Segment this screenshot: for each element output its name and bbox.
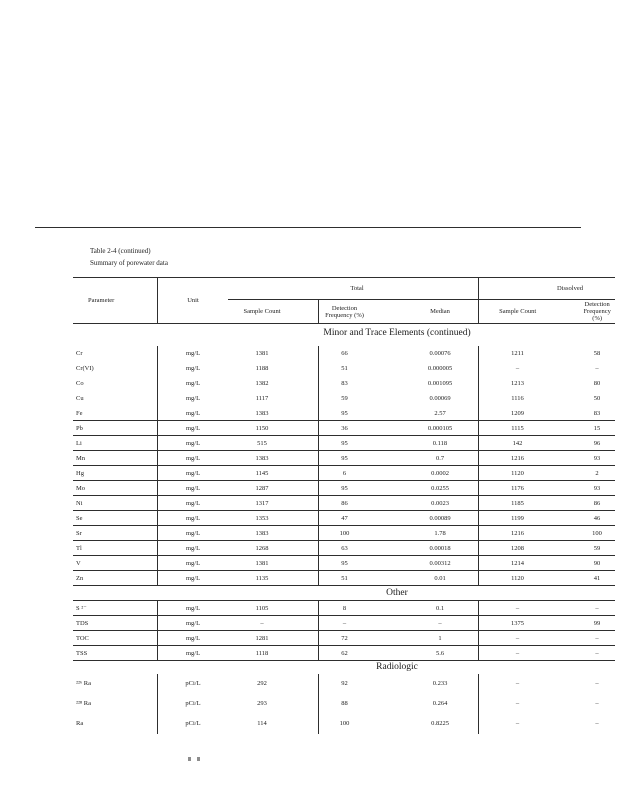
median-cell: 0.00069: [429, 395, 451, 402]
total-detection-frequency-cell: 100: [318, 526, 370, 540]
header-total-detection-frequency: [318, 300, 370, 323]
table-row: [73, 601, 615, 616]
unit-cell: mg/L: [157, 421, 228, 435]
parameter-cell: Mo: [76, 485, 86, 492]
dissolved-sample-count-cell: –: [478, 361, 556, 376]
median-cell: 0.00076: [429, 350, 451, 357]
total-sample-count-cell: 1353: [255, 515, 269, 522]
unit-cell: mg/L: [157, 481, 228, 495]
header-dissolved-subrow: [479, 300, 615, 323]
parameter-cell: ²²⁶ Ra: [76, 680, 92, 687]
table-row: [73, 541, 615, 556]
dissolved-detection-frequency-cell: 2: [595, 470, 599, 477]
dissolved-detection-frequency-cell: 50: [593, 395, 601, 402]
parameter-cell: Pb: [76, 425, 83, 432]
median-cell: 0.8225: [431, 720, 449, 727]
footer-mark: [188, 757, 191, 761]
footer-mark: [197, 757, 200, 761]
dissolved-detection-frequency-cell: –: [595, 365, 599, 372]
dissolved-detection-frequency-cell: –: [595, 720, 599, 727]
dissolved-sample-count-cell: 1214: [478, 556, 556, 570]
header-dissolved-sample-count: [479, 300, 556, 323]
dissolved-sample-count-cell: 1216: [478, 526, 556, 540]
unit-cell: mg/L: [157, 406, 228, 420]
dissolved-sample-count-cell: –: [478, 674, 556, 694]
dissolved-sample-count-cell: –: [478, 714, 556, 734]
header-parameter: Parameter: [88, 297, 115, 304]
median-cell: 0.0255: [431, 485, 449, 492]
table-row: [73, 451, 615, 466]
total-detection-frequency-cell: 95: [318, 406, 370, 420]
unit-cell: mg/L: [157, 376, 228, 391]
unit-cell: mg/L: [157, 511, 228, 525]
table-row: [73, 496, 615, 511]
dissolved-sample-count-cell: 142: [478, 436, 556, 450]
table-row: [73, 391, 615, 406]
total-detection-frequency-cell: 92: [318, 674, 370, 694]
dissolved-sample-count-cell: –: [478, 694, 556, 714]
median-cell: 0.01: [434, 575, 446, 582]
header-group-dissolved: [478, 278, 615, 323]
dissolved-sample-count-cell: –: [478, 646, 556, 660]
total-sample-count-cell: 1317: [255, 500, 269, 507]
total-detection-frequency-cell: 95: [318, 556, 370, 570]
section-title: Minor and Trace Elements (continued): [323, 328, 471, 338]
total-detection-frequency-cell: 86: [318, 496, 370, 510]
total-detection-frequency-cell: 95: [318, 451, 370, 465]
median-cell: 0.0023: [431, 500, 449, 507]
median-cell: 0.0002: [431, 470, 449, 477]
unit-cell: mg/L: [157, 631, 228, 645]
table-row: [73, 674, 615, 694]
dissolved-detection-frequency-cell: 59: [593, 545, 601, 552]
header-total-sample-count-text: Sample Count: [243, 308, 281, 315]
table-row: [73, 436, 615, 451]
dissolved-detection-frequency-cell: 80: [593, 380, 601, 387]
header-dissolved-detection-line1: Detection: [584, 301, 610, 308]
total-sample-count-cell: 1118: [255, 650, 269, 657]
median-cell: –: [438, 620, 442, 627]
total-detection-frequency-cell: 66: [318, 346, 370, 361]
parameter-cell: Li: [76, 440, 82, 447]
median-cell: 0.233: [432, 680, 448, 687]
total-sample-count-cell: 292: [257, 680, 267, 687]
unit-cell: mg/L: [157, 556, 228, 570]
total-detection-frequency-cell: 88: [318, 694, 370, 714]
unit-cell: mg/L: [157, 346, 228, 361]
total-detection-frequency-cell: 51: [318, 571, 370, 585]
table-title: Table 2-4 (continued): [90, 247, 151, 255]
total-detection-frequency-cell: 6: [318, 466, 370, 480]
median-cell: 0.1: [435, 605, 445, 612]
total-detection-frequency-cell: 83: [318, 376, 370, 391]
parameter-cell: Zn: [76, 575, 84, 582]
median-cell: 0.00089: [429, 515, 451, 522]
unit-cell: mg/L: [157, 541, 228, 555]
parameter-cell: S ²⁻: [76, 605, 87, 612]
total-detection-frequency-cell: 95: [318, 481, 370, 495]
table-row: [73, 714, 615, 734]
total-sample-count-cell: 1383: [255, 530, 269, 537]
header-dissolved-detection-frequency: [556, 300, 615, 323]
header-unit: Unit: [157, 278, 228, 323]
median-cell: 0.000105: [427, 425, 453, 432]
parameter-cell: Ni: [76, 500, 83, 507]
median-cell: 1: [438, 635, 442, 642]
unit-cell: pCi/L: [157, 694, 228, 714]
median-cell: 2.57: [434, 410, 446, 417]
unit-cell: mg/L: [157, 451, 228, 465]
dissolved-detection-frequency-cell: –: [595, 680, 599, 687]
dissolved-sample-count-cell: 1213: [478, 376, 556, 391]
dissolved-sample-count-cell: 1208: [478, 541, 556, 555]
unit-cell: mg/L: [157, 391, 228, 406]
table-row: [73, 511, 615, 526]
total-sample-count-cell: –: [260, 620, 264, 627]
dissolved-detection-frequency-cell: 96: [593, 440, 601, 447]
unit-cell: mg/L: [157, 571, 228, 585]
header-total-detection-line2: Frequency (%): [325, 311, 364, 319]
dissolved-sample-count-cell: 1375: [478, 616, 556, 630]
total-sample-count-cell: 1188: [255, 365, 269, 372]
total-detection-frequency-cell: 62: [318, 646, 370, 660]
dissolved-sample-count-cell: 1176: [478, 481, 556, 495]
porewater-table: [73, 277, 615, 734]
dissolved-sample-count-cell: –: [478, 601, 556, 615]
header-median: [370, 300, 478, 323]
table-row: [73, 616, 615, 631]
total-detection-frequency-cell: 36: [318, 421, 370, 435]
total-sample-count-cell: 1381: [255, 350, 269, 357]
median-cell: 0.001095: [427, 380, 453, 387]
dissolved-detection-frequency-cell: 58: [593, 350, 601, 357]
total-sample-count-cell: 1117: [255, 395, 269, 402]
parameter-cell: V: [76, 560, 81, 567]
dissolved-detection-frequency-cell: 90: [593, 560, 601, 567]
dissolved-sample-count-cell: 1120: [478, 571, 556, 585]
unit-cell: mg/L: [157, 601, 228, 615]
total-sample-count-cell: 1268: [255, 545, 269, 552]
dissolved-sample-count-cell: –: [478, 631, 556, 645]
dissolved-detection-frequency-cell: –: [595, 650, 599, 657]
total-sample-count-cell: 1135: [255, 575, 269, 582]
table-row: [73, 376, 615, 391]
unit-cell: mg/L: [157, 646, 228, 660]
table-row: [73, 421, 615, 436]
median-cell: 0.7: [435, 455, 445, 462]
table-row: [73, 571, 615, 586]
table-row: [73, 646, 615, 661]
median-cell: 0.118: [432, 440, 448, 447]
parameter-cell: TDS: [76, 620, 89, 627]
dissolved-detection-frequency-cell: 93: [593, 455, 601, 462]
total-sample-count-cell: 1145: [255, 470, 269, 477]
total-sample-count-cell: 1287: [255, 485, 269, 492]
table-row: [73, 694, 615, 714]
total-detection-frequency-cell: 8: [318, 601, 370, 615]
total-sample-count-cell: 1383: [255, 455, 269, 462]
header-total-detection-line1: Detection: [331, 304, 358, 312]
dissolved-detection-frequency-cell: 99: [593, 620, 601, 627]
page-header-rule: [35, 227, 581, 228]
unit-cell: pCi/L: [157, 714, 228, 734]
table-header: [73, 278, 615, 324]
table-title-block: [90, 245, 168, 269]
unit-cell: mg/L: [157, 526, 228, 540]
parameter-cell: Hg: [76, 470, 84, 477]
parameter-cell: Cr(VI): [76, 365, 94, 372]
total-sample-count-cell: 114: [257, 720, 267, 727]
total-detection-frequency-cell: 47: [318, 511, 370, 525]
total-detection-frequency-cell: 51: [318, 361, 370, 376]
total-detection-frequency-cell: 72: [318, 631, 370, 645]
parameter-cell: Ra: [76, 720, 84, 727]
dissolved-detection-frequency-cell: 46: [593, 515, 601, 522]
dissolved-sample-count-cell: 1209: [478, 406, 556, 420]
unit-cell: mg/L: [157, 466, 228, 480]
table-row: [73, 526, 615, 541]
table-row: [73, 346, 615, 361]
total-sample-count-cell: 1383: [255, 410, 269, 417]
unit-cell: mg/L: [157, 361, 228, 376]
total-sample-count-cell: 515: [257, 440, 267, 447]
dissolved-detection-frequency-cell: –: [595, 635, 599, 642]
dissolved-detection-frequency-cell: 41: [593, 575, 601, 582]
parameter-cell: TSS: [76, 650, 88, 657]
table-row: [73, 556, 615, 571]
unit-cell: pCi/L: [157, 674, 228, 694]
parameter-cell: Se: [76, 515, 83, 522]
total-sample-count-cell: 1381: [255, 560, 269, 567]
parameter-cell: Fe: [76, 410, 83, 417]
header-dissolved-sample-count-text: Sample Count: [499, 308, 537, 315]
total-sample-count-cell: 1281: [255, 635, 269, 642]
dissolved-sample-count-cell: 1199: [478, 511, 556, 525]
table-row: [73, 361, 615, 376]
dissolved-detection-frequency-cell: 93: [593, 485, 601, 492]
unit-cell: mg/L: [157, 496, 228, 510]
parameter-cell: ²²⁸ Ra: [76, 700, 92, 707]
parameter-cell: Sr: [76, 530, 82, 537]
unit-cell: mg/L: [157, 616, 228, 630]
table-subtitle: Summary of porewater data: [90, 259, 168, 267]
parameter-cell: Tl: [76, 545, 82, 552]
total-detection-frequency-cell: 100: [318, 714, 370, 734]
total-detection-frequency-cell: 59: [318, 391, 370, 406]
total-sample-count-cell: 1150: [255, 425, 269, 432]
dissolved-sample-count-cell: 1115: [478, 421, 556, 435]
total-sample-count-cell: 1105: [255, 605, 269, 612]
total-detection-frequency-cell: –: [318, 616, 370, 630]
header-dissolved-label: Dissolved: [479, 278, 615, 300]
total-detection-frequency-cell: 63: [318, 541, 370, 555]
parameter-cell: TOC: [76, 635, 89, 642]
parameter-cell: Cr: [76, 350, 83, 357]
dissolved-sample-count-cell: 1211: [478, 346, 556, 361]
table-row: [73, 466, 615, 481]
total-detection-frequency-cell: 95: [318, 436, 370, 450]
median-cell: 0.00018: [429, 545, 451, 552]
header-total-label: Total: [228, 278, 478, 300]
dissolved-detection-frequency-cell: –: [595, 700, 599, 707]
dissolved-detection-frequency-cell: 83: [593, 410, 601, 417]
dissolved-sample-count-cell: 1120: [478, 466, 556, 480]
parameter-cell: Mn: [76, 455, 86, 462]
median-cell: 0.264: [432, 700, 448, 707]
unit-cell: mg/L: [157, 436, 228, 450]
median-cell: 0.00312: [429, 560, 451, 567]
section-title: Other: [73, 586, 615, 601]
median-cell: 1.78: [434, 530, 446, 537]
table-row: [73, 406, 615, 421]
header-group-total: [228, 278, 478, 323]
parameter-cell: Co: [76, 380, 84, 387]
table-body: [73, 324, 615, 734]
median-cell: 0.000005: [427, 365, 453, 372]
table-row: [73, 631, 615, 646]
median-cell: 5.6: [435, 650, 445, 657]
parameter-cell: Cu: [76, 395, 84, 402]
dissolved-sample-count-cell: 1116: [478, 391, 556, 406]
section-title: Radiologic: [376, 662, 418, 672]
dissolved-detection-frequency-cell: –: [595, 605, 599, 612]
header-total-sample-count: [228, 300, 318, 323]
dissolved-detection-frequency-cell: 15: [593, 425, 601, 432]
dissolved-sample-count-cell: 1216: [478, 451, 556, 465]
dissolved-sample-count-cell: 1185: [478, 496, 556, 510]
dissolved-detection-frequency-cell: 100: [592, 530, 602, 537]
table-row: [73, 481, 615, 496]
total-sample-count-cell: 293: [257, 700, 267, 707]
header-total-subrow: [228, 300, 478, 323]
dissolved-detection-frequency-cell: 86: [593, 500, 601, 507]
header-median-text: Median: [430, 308, 450, 315]
total-sample-count-cell: 1382: [255, 380, 269, 387]
header-dissolved-detection-line2: Frequency (%): [583, 308, 611, 322]
